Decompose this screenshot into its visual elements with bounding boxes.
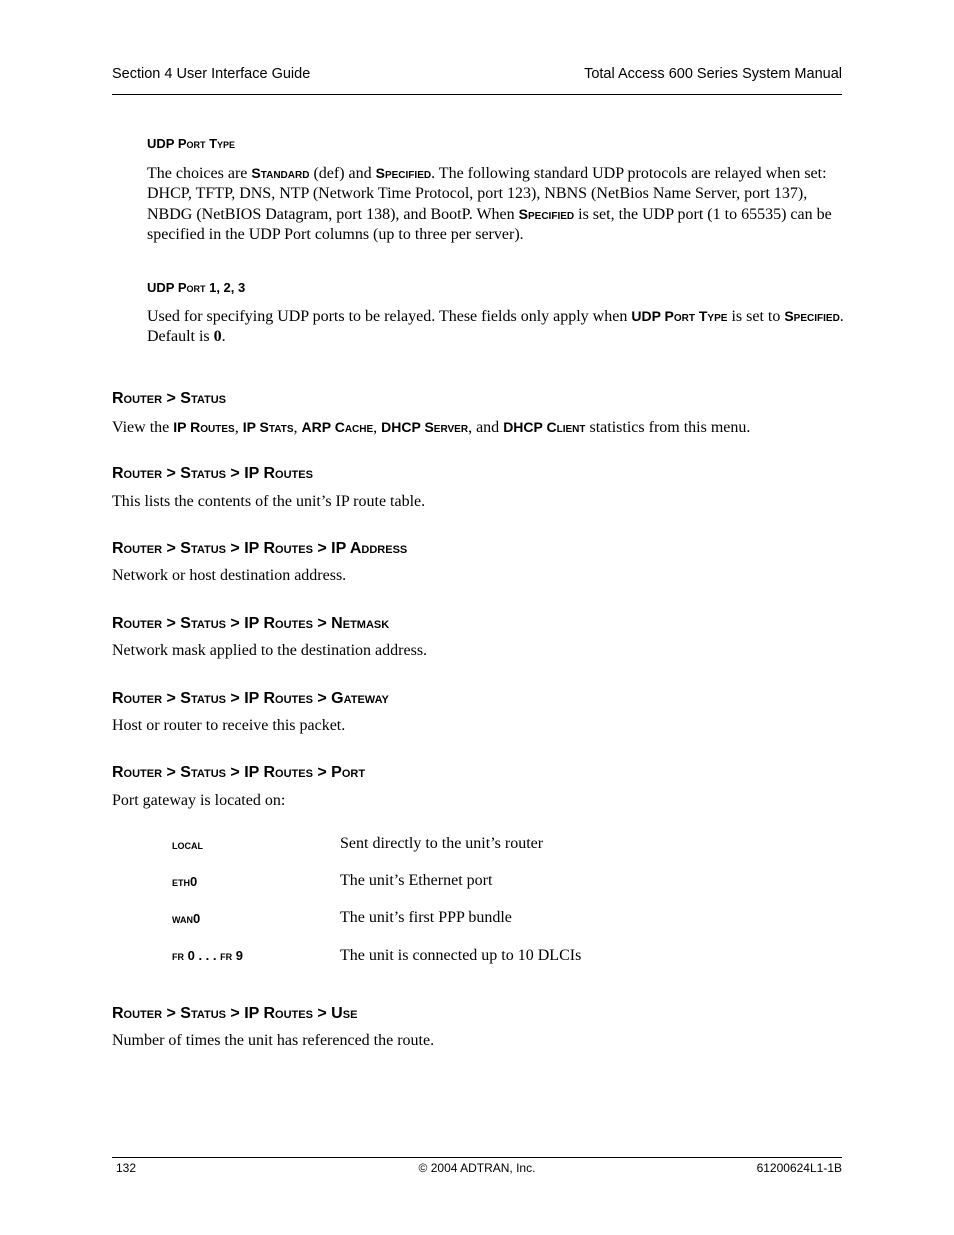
heading-udp-port-type: UDP Port Type <box>147 136 236 151</box>
header-section: Section 4 User Interface Guide <box>112 66 311 82</box>
page-footer <box>112 1157 842 1175</box>
paragraph-udp-port-type: The choices are Standard (def) and Specified. The following standard UDP protocols are relayed when set: DHCP, TFTP, DNS, NTP (Network Time Protocol, port 123), NBNS (NetBios Name Server, port 137), NBDG (NetBIOS Datagram, port 138), and BootP. When Specified is set, the UDP port (1 to 65535) can be specified in the UDP Port columns (up to three per server). <box>147 165 832 243</box>
port-term-eth0: eth0 <box>172 874 198 889</box>
port-def-fr: The unit is connected up to 10 DLCIs <box>340 947 582 964</box>
heading-gateway: Router > Status > IP Routes > Gateway <box>112 690 389 707</box>
port-term-fr: fr 0 . . . fr 9 <box>172 948 243 963</box>
paragraph-router-status: View the IP Routes, IP Stats, ARP Cache, DHCP Server, and DHCP Client statistics from this menu. <box>112 419 751 436</box>
header-manual-title: Total Access 600 Series System Manual <box>584 66 842 82</box>
paragraph-udp-port-123: Used for specifying UDP ports to be relayed. These fields only apply when UDP Port Type is set to Specified. Default is 0. <box>147 308 844 345</box>
port-def-wan0: The unit’s first PPP bundle <box>340 909 512 926</box>
port-def-eth0: The unit’s Ethernet port <box>340 872 493 889</box>
port-def-local: Sent directly to the unit’s router <box>340 835 544 852</box>
page-header <box>112 64 842 95</box>
paragraph-port: Port gateway is located on: <box>112 792 286 809</box>
port-term-wan0: wan0 <box>172 911 201 926</box>
heading-netmask: Router > Status > IP Routes > Netmask <box>112 615 390 632</box>
footer-copyright: © 2004 ADTRAN, Inc. <box>418 1161 536 1175</box>
port-term-local: local <box>172 837 203 852</box>
heading-udp-port-123: UDP Port 1, 2, 3 <box>147 280 246 295</box>
paragraph-ip-routes: This lists the contents of the unit’s IP route table. <box>112 493 426 510</box>
heading-ip-address: Router > Status > IP Routes > IP Address <box>112 540 408 557</box>
heading-port: Router > Status > IP Routes > Port <box>112 764 366 781</box>
heading-use: Router > Status > IP Routes > Use <box>112 1005 358 1022</box>
footer-document-number: 61200624L1-1B <box>756 1161 842 1175</box>
paragraph-use: Number of times the unit has referenced the route. <box>112 1032 435 1049</box>
heading-ip-routes: Router > Status > IP Routes <box>112 465 313 482</box>
paragraph-netmask: Network mask applied to the destination address. <box>112 642 428 659</box>
paragraph-gateway: Host or router to receive this packet. <box>112 717 346 734</box>
heading-router-status: Router > Status <box>112 390 226 407</box>
paragraph-ip-address: Network or host destination address. <box>112 567 347 584</box>
footer-page-number: 132 <box>116 1161 137 1175</box>
